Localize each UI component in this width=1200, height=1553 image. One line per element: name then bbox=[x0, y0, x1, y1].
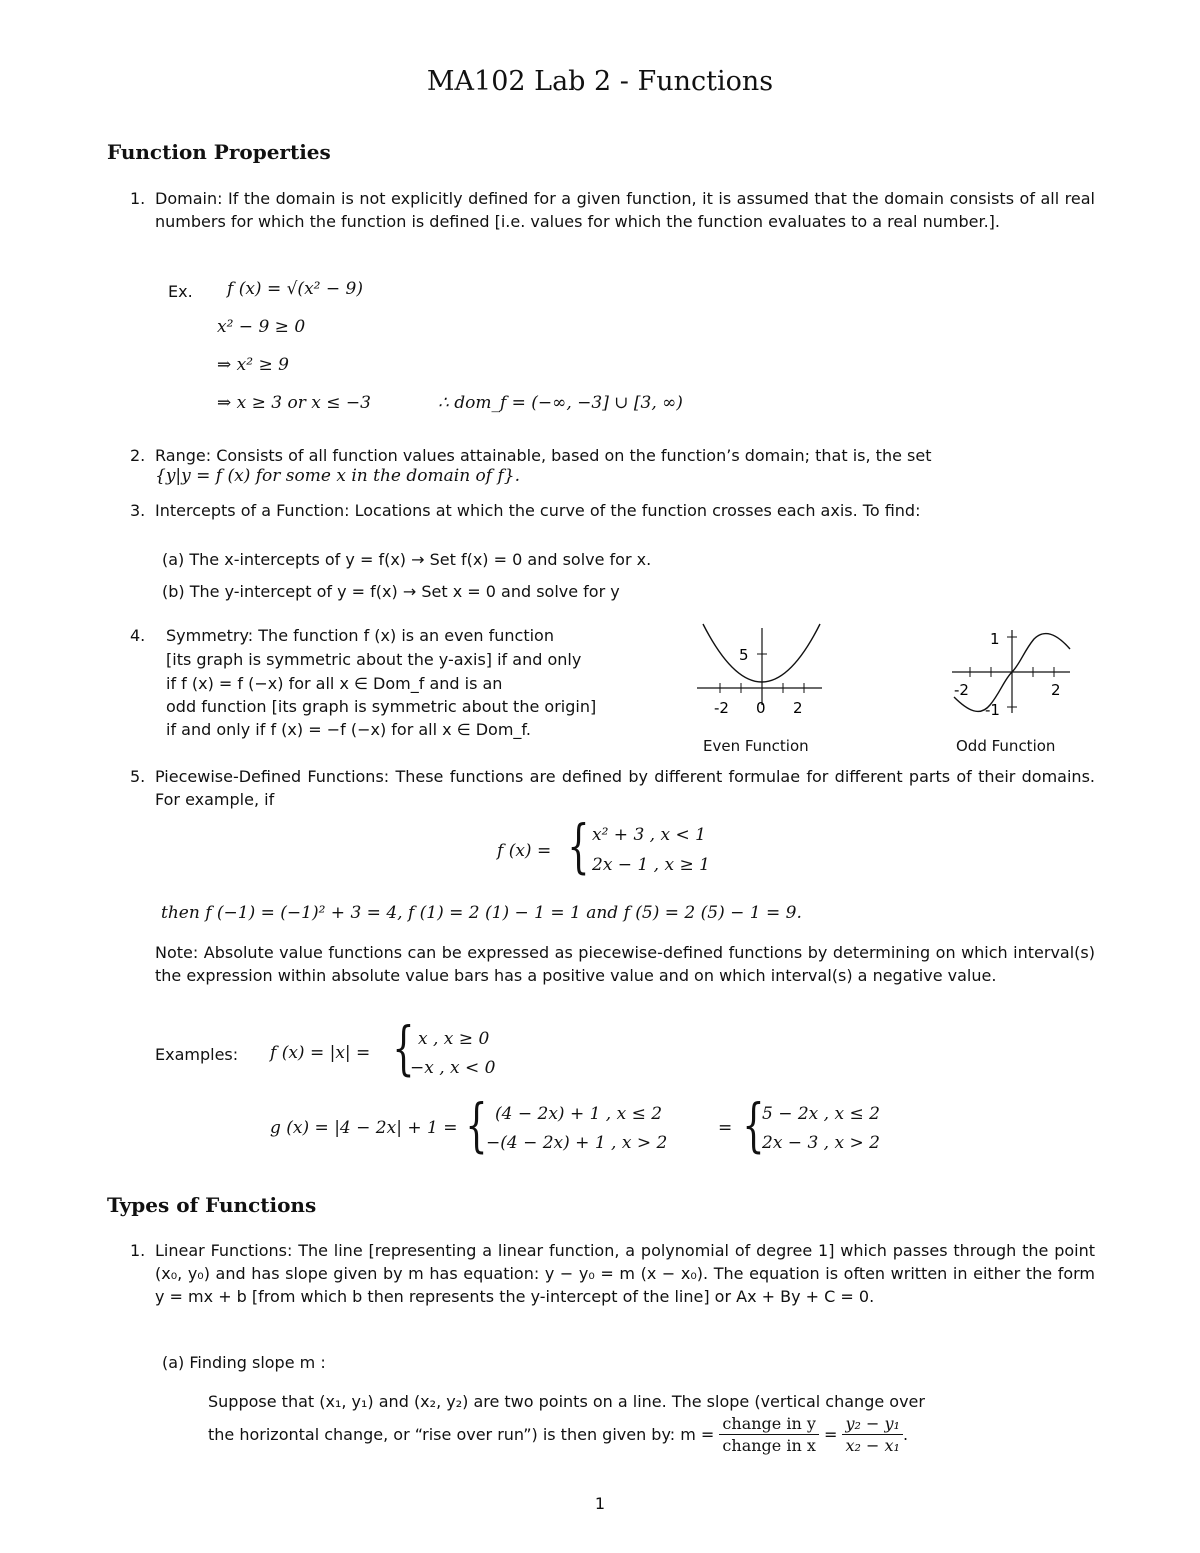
slope-explanation-line-1: Suppose that (x₁, y₁) and (x₂, y₂) are two points on a line. The slope (vertical change over bbox=[208, 1392, 925, 1411]
types-item-1-number: 1. bbox=[130, 1241, 146, 1260]
slope-equals: = bbox=[823, 1425, 838, 1444]
item-5-number: 5. bbox=[130, 767, 146, 786]
item-3b-y-intercept: (b) The y-intercept of y = f(x) → Set x = 0 and solve for y bbox=[162, 582, 620, 601]
example-line-1: f (x) = √(x² − 9) bbox=[227, 279, 363, 299]
odd-tick-label: 2 bbox=[1051, 681, 1061, 699]
item-4-symmetry-line-5: if and only if f (x) = −f (−x) for all x ∈ Dom_f. bbox=[166, 720, 531, 739]
piecewise-case-1: x² + 3 , x < 1 bbox=[592, 825, 706, 845]
g-simplified-case-1: 5 − 2x , x ≤ 2 bbox=[762, 1104, 880, 1124]
g-case-2: −(4 − 2x) + 1 , x > 2 bbox=[486, 1133, 668, 1153]
even-tick-label: 2 bbox=[793, 699, 803, 717]
page-title: MA102 Lab 2 - Functions bbox=[426, 66, 774, 97]
item-2-range-line-1: Range: Consists of all function values attainable, based on the function’s domain; that is, the set bbox=[155, 446, 932, 465]
section-heading-function-properties: Function Properties bbox=[107, 140, 331, 164]
example-line-3: ⇒ x² ≥ 9 bbox=[217, 355, 289, 375]
item-4-number: 4. bbox=[130, 626, 146, 645]
left-brace: { bbox=[465, 1091, 488, 1159]
odd-tick-label: -1 bbox=[985, 701, 1000, 719]
odd-function-graph bbox=[950, 625, 1075, 720]
slope-explanation-line-2: the horizontal change, or “rise over run”) is then given by: m = bbox=[208, 1425, 715, 1444]
piecewise-case-2: 2x − 1 , x ≥ 1 bbox=[592, 855, 710, 875]
slope-formula-row bbox=[208, 1413, 908, 1456]
finding-slope-heading: (a) Finding slope m : bbox=[162, 1353, 326, 1372]
g-case-1: (4 − 2x) + 1 , x ≤ 2 bbox=[495, 1104, 663, 1124]
linear-functions-text: Linear Functions: The line [representing a linear function, a polynomial of degree 1] which passes through the point (x₀, y₀) and has slope given by m has equation: y − y₀ = m (x − x₀). The equation is often written in either the form y = mx + b [from which b then represents the y-intercept of the line] or Ax + By + C = 0. bbox=[155, 1241, 1095, 1306]
fraction-numerator: y₂ − y₁ bbox=[842, 1413, 902, 1435]
slope-fraction-coordinates bbox=[842, 1413, 902, 1456]
g-equals: = bbox=[718, 1118, 733, 1138]
fraction-denominator: x₂ − x₁ bbox=[845, 1436, 900, 1455]
item-4-symmetry-line-4: odd function [its graph is symmetric about the origin] bbox=[166, 697, 597, 716]
abs-case-2: −x , x < 0 bbox=[410, 1058, 496, 1078]
piecewise-lhs: f (x) = bbox=[497, 841, 552, 861]
slope-fraction-words bbox=[719, 1413, 818, 1456]
piecewise-evaluation: then f (−1) = (−1)² + 3 = 4, f (1) = 2 (1) − 1 = 1 and f (5) = 2 (5) − 1 = 9. bbox=[161, 903, 802, 923]
item-5-piecewise-text: Piecewise-Defined Functions: These functions are defined by different formulae for different parts of their domains. For example, if bbox=[155, 767, 1095, 809]
even-tick-label: 0 bbox=[756, 699, 766, 717]
section-heading-types-of-functions: Types of Functions bbox=[107, 1193, 317, 1217]
page-number: 1 bbox=[594, 1494, 606, 1513]
slope-period: . bbox=[902, 1425, 909, 1444]
g-function-lhs: g (x) = |4 − 2x| + 1 = bbox=[270, 1118, 458, 1138]
even-tick-label: 5 bbox=[739, 646, 749, 664]
abs-function-lhs: f (x) = |x| = bbox=[270, 1043, 371, 1063]
item-4-symmetry-line-1: Symmetry: The function f (x) is an even function bbox=[166, 626, 554, 645]
fraction-denominator: change in x bbox=[722, 1436, 816, 1455]
odd-tick-label: 1 bbox=[990, 630, 1000, 648]
example-conclusion: ∴ dom_f = (−∞, −3] ∪ [3, ∞) bbox=[438, 393, 683, 413]
left-brace: { bbox=[392, 1014, 415, 1082]
item-1-number: 1. bbox=[130, 189, 146, 208]
example-line-2: x² − 9 ≥ 0 bbox=[217, 317, 306, 337]
odd-tick-label: -2 bbox=[954, 681, 969, 699]
item-2-range-line-2: {y|y = f (x) for some x in the domain of f}. bbox=[155, 466, 520, 486]
examples-label: Examples: bbox=[155, 1045, 239, 1064]
item-3-intercepts-text: Intercepts of a Function: Locations at which the curve of the function crosses each axis. To find: bbox=[155, 501, 921, 520]
item-1-domain-text: Domain: If the domain is not explicitly defined for a given function, it is assumed that the domain consists of all real numbers for which the function is defined [i.e. values for which the function evaluates to a real number.]. bbox=[155, 189, 1095, 231]
fraction-numerator: change in y bbox=[719, 1413, 818, 1435]
item-3a-x-intercepts: (a) The x-intercepts of y = f(x) → Set f(x) = 0 and solve for x. bbox=[162, 550, 652, 569]
item-3-number: 3. bbox=[130, 501, 146, 520]
even-function-caption: Even Function bbox=[703, 737, 809, 755]
g-simplified-case-2: 2x − 3 , x > 2 bbox=[762, 1133, 880, 1153]
item-4-symmetry-line-2: [its graph is symmetric about the y-axis] if and only bbox=[166, 650, 582, 669]
left-brace: { bbox=[742, 1091, 765, 1159]
absolute-value-note: Note: Absolute value functions can be expressed as piecewise-defined functions by determining on which interval(s) the expression within absolute value bars has a positive value and on which interval(s) a negative value. bbox=[155, 943, 1095, 985]
odd-function-caption: Odd Function bbox=[956, 737, 1056, 755]
even-tick-label: -2 bbox=[714, 699, 729, 717]
item-2-number: 2. bbox=[130, 446, 146, 465]
example-line-4: ⇒ x ≥ 3 or x ≤ −3 bbox=[217, 393, 371, 413]
abs-case-1: x , x ≥ 0 bbox=[418, 1029, 490, 1049]
even-function-graph bbox=[695, 620, 830, 720]
example-label: Ex. bbox=[168, 282, 193, 301]
left-brace: { bbox=[567, 812, 590, 880]
item-4-symmetry-line-3: if f (x) = f (−x) for all x ∈ Dom_f and is an bbox=[166, 674, 503, 693]
